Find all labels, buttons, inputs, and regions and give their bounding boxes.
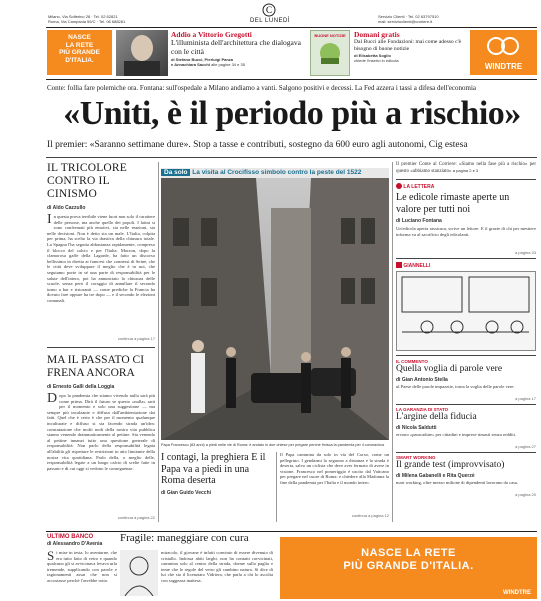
sidebar-page-commento[interactable]: a pagina 17 — [515, 396, 536, 401]
sidebar-title-lettera[interactable]: Le edicole rimaste aperte un valore per tutti noi — [396, 192, 510, 215]
pope-walking-photo-icon — [161, 178, 389, 440]
svg-text:C: C — [265, 5, 273, 15]
photo-story-body: Il Papa cammina da solo in via del Corso, come un pellegrino. I gendarmi lo seguono a distanza e la strada è deserta, salvo un ciclista che deve aver fermato di avere in visione. Francesco nel pomeriggio è uscito dal Vaticano per pregare nel cuore di Roma: e chiedere alla Madonna la fine della pandemia per l'Italia e il mondo intero. — [280, 452, 389, 485]
strap-line: Conte: follia fare polemiche ora. Fontana: sull'ospedale a Milano andiamo a vanti. Salgono positivi e decessi. La Fed azzera i tassi a difesa dell'economia — [47, 84, 476, 92]
sidebar-byline-garanzia: di Nicola Saldutti — [396, 425, 437, 431]
bottom-byline: di Alessandro D'Avenia — [47, 541, 103, 547]
sidebar-title-garanzia[interactable]: L'argine della fiducia — [396, 412, 477, 422]
sidebar-byline-lettera: di Luciano Fontana — [396, 218, 442, 224]
ad-top-right[interactable]: WINDTRE — [470, 30, 537, 75]
photo-story — [161, 452, 273, 496]
teaser-left[interactable] — [171, 30, 306, 67]
sidebar-section-lettera: LA LETTERA — [396, 183, 536, 190]
main-headline[interactable]: «Uniti, è il periodo più a rischio» — [63, 95, 521, 132]
editorial2-title[interactable]: MA IL PASSATO CI FRENA ANCORA — [47, 354, 145, 379]
giannelli-cartoon[interactable] — [396, 271, 536, 351]
ad-bottom[interactable]: NASCE LA RETE PIÙ GRANDE D'ITALIA. WINDTRE — [280, 537, 537, 599]
teaser-left-kicker: Addio a Vittorio Gregotti — [171, 30, 252, 39]
editorial-title[interactable]: IL TRICOLORE CONTRO IL CINISMO — [47, 162, 128, 200]
editorial-column — [47, 162, 155, 520]
sidebar-page-garanzia[interactable]: a pagina 27 — [515, 444, 536, 449]
editorial2-body: Dopo la pandemia che stiamo vivendo nulla sarà più come prima. Dirà il futuro se questo «nulla» sarà per il momento e solo una suggestione — ma sempre più incalzante e diffusa dall'ambientazione dai fatti. Quel che è certo è che per il momento qualunque inculturate e diffuso si sta facendo strada un'idea: constatazione che molti nodi della nostra vita pubblica stanno venendo drammaticamente al pettine. Sta venendo al pettine innanzi tutto una questione generale di responsabilità. Non parlo della responsabilità legata all'abilità gli rispettare le restrizioni in atto limitante della nostra vita quotidiana. Parlo della, o meglio delle, responsabilità legate a un lungo calcio di scelte fatte in passato e di cui oggi si vedono le conseguenze. — [47, 393, 155, 471]
sidebar-page-lettera[interactable]: a pagina 33 — [515, 250, 536, 255]
bottom-body-2: miracolo, il giovane è infatti convinto di essere divenuto di cristallo. Indossa abiti larghi, non ha contatti ravvicinati, cammina solo al centro della strada, dorme sulla paglia e teme che le regole del vetro gli cambino natura. Si dice di lui che sia il licenziato Vidriera, che parla a chi lo ascolta con saggezza inattesa. — [161, 550, 273, 583]
sidebar-byline-smart: di Milena Gabanelli e Rita Querzè — [396, 473, 475, 479]
portrait-icon — [116, 30, 168, 76]
sidebar-lead: Il premier Conte al Corriere: «Siamo nella fase più a rischio» per questo «abbiamo stanziato» a pagina 2 e 3 — [396, 162, 536, 174]
teaser-photo-gregotti[interactable] — [116, 30, 168, 76]
sidebar-title-commento[interactable]: Quella voglia di parole vere — [396, 364, 503, 374]
sidebar-section-smart: SMART WORKING — [396, 455, 436, 460]
illustration-icon — [311, 38, 349, 68]
teaser-right-note: chiede l'inserto in edicola — [354, 58, 399, 64]
bottom-body-1: Si mise in testa, lo aventurne, che era tutto fatto di vetro e quando qualcuno gli si avvicinava levava urla tremende, supplicando con parole e ragionamenti assai che non si accostasse perché l'avrebbe rotto. — [47, 550, 117, 583]
ad-top-left[interactable]: NASCE LA RETE PIÙ GRANDE D'ITALIA. — [47, 30, 112, 75]
photo-story-title[interactable]: I contagi, la preghiera E il Papa va a piedi in una Roma deserta — [161, 452, 266, 486]
bottom-section-label: ULTIMO BANCO — [47, 534, 94, 540]
main-photo[interactable] — [161, 178, 389, 440]
sidebar-section-giannelli: GIANNELLI — [396, 262, 536, 269]
editorial-continue[interactable]: continua a pagina 17 — [117, 336, 155, 341]
teaser-right-kicker: Domani gratis — [354, 30, 400, 39]
editorial-body: In questa prova terribile viene fuori non solo il carattere delle persone, ma anche quello dei popoli. I latini si sono confermati più emotivi, sia nelle reazioni, sia nelle decisioni. Non è detto sia un male. L'Italia, colpita per prima, ha scelto la via drastica della chiusura totale. La Spagna l'ha seguita abbastanza rapidamente, compreso il blocco del calcio e per l'Italia. Macron, dopo la clamorosa gaffe della Lagarde, ha fatto un discorso bellissimo in diretta ai francesi che connessi di Seine, che le città deve sviluppare il meglio che è in noi, che seguiamo porte in sé una parte di responsabilità per le salute dell'intera, poi ha annunciato la chiusura delle scuole, senza però il coraggio di annullare il secondo turno a bar e ristoranti — come prediche la Francia ha dovuto fare oppure ha tre dopo — e il secondo le elezioni comunali. — [47, 214, 155, 303]
teaser-right[interactable] — [354, 30, 464, 63]
bottom-portrait[interactable] — [120, 550, 158, 596]
photo-caption-bar — [161, 168, 389, 178]
page-margin-strip — [0, 0, 44, 600]
editorial2-byline: di Ernesto Galli della Loggia — [47, 384, 115, 390]
bottom-title[interactable]: Fragile: maneggiare con cura — [120, 532, 249, 544]
photo-caption-bottom: Papa Francesco (83 anni) a piedi nelle vie di Roma: è andato in due chiese per pregare perché finisca la pandemia per il coronavirus — [161, 443, 385, 447]
sidebar-title-smart[interactable]: Il grande test (improvvisato) — [396, 460, 505, 470]
sidebar-page-smart[interactable]: a pagina 20 — [515, 492, 536, 497]
sidebar-byline-commento: di Gian Antonio Stella — [396, 377, 448, 383]
teaser-left-byline1: di Stefano Bucci, Pierluigi Panza — [171, 57, 234, 62]
editorial-byline: di Aldo Cazzullo — [47, 205, 86, 211]
photo-tag: Da solo — [161, 169, 190, 176]
photo-caption-top: La visita al Crocifisso simbolo contro la peste del 1522 — [192, 169, 362, 176]
sidebar: Il premier Conte al Corriere: «Siamo nella fase più a rischio» per questo «abbiamo stanziato» a pagina 2 e 3 LA LETTERA Le edicole rimaste aperte un valore per tutti noi di Luciano Fontana Un'edicola aperta rassicura, scrive un lettore. E il grazie di chi per mestiere informa va al sacrificio degli edicolanti. a pagina 33 GIANNELLI IL COMMENTO Quella voglia di parole vere di Gian Antonio Stella ul Paese delle parole impazzite, torna la voglia delle parole vere. a pagina 17 LA GARANZIA DI STATO L'argine della fiducia di Nicola Saldutti ervono «paracadute» per cittadini e imprese rimasti senza redditi. a pagina 27 SMART WORKING Il grande test (improvvisato) di Milena Gabanelli e Rita Querzè mart working, oltre mezzo milione di dipendenti lavorano da casa. a pagina 20 — [396, 162, 536, 497]
author-portrait-icon — [120, 550, 158, 596]
cartoon-icon — [397, 272, 535, 350]
editorial2-continue[interactable]: continua a pagina 22 — [117, 515, 155, 520]
teaser-badge-buone-notizie[interactable]: BUONE NOTIZIE — [310, 30, 350, 76]
teaser-left-title: L'illuminista dell'architettura che dialogava con le città — [171, 38, 301, 56]
sidebar-section-commento: IL COMMENTO — [396, 359, 428, 364]
teaser-right-title: Dal Bucci alle Fondazioni: mai come adesso c'è bisogno di buone notizie — [354, 39, 462, 52]
sidebar-section-garanzia: LA GARANZIA DI STATO — [396, 407, 449, 412]
photo-story-continue[interactable]: continua a pagina 12 — [351, 513, 389, 518]
teaser-left-byline2: e Annachiara Sacchi alle pagine 34 e 35 — [171, 62, 245, 67]
address-left: Milano, Via Solferino 28 · Tel. 02 62821 Roma, Via Campania 59/C · Tel. 06 688281 — [48, 14, 126, 24]
edition-label: DEL LUNEDÌ — [249, 18, 291, 24]
main-subhead: Il premier: «Saranno settimane dure». Stop a tasse e contributi, sostegno da 600 euro agli autonomi, Cig estesa — [47, 140, 468, 150]
teaser-right-byline: di Elisabetta Soglio — [354, 53, 391, 59]
masthead-emblem-icon — [262, 3, 276, 17]
windtre-logo-icon — [470, 30, 537, 60]
photo-story-byline: di Gian Guido Vecchi — [161, 489, 212, 496]
address-right: Servizio Clienti · Tel. 02 63797510 mail: servizioclienti@corriere.it — [378, 14, 439, 24]
